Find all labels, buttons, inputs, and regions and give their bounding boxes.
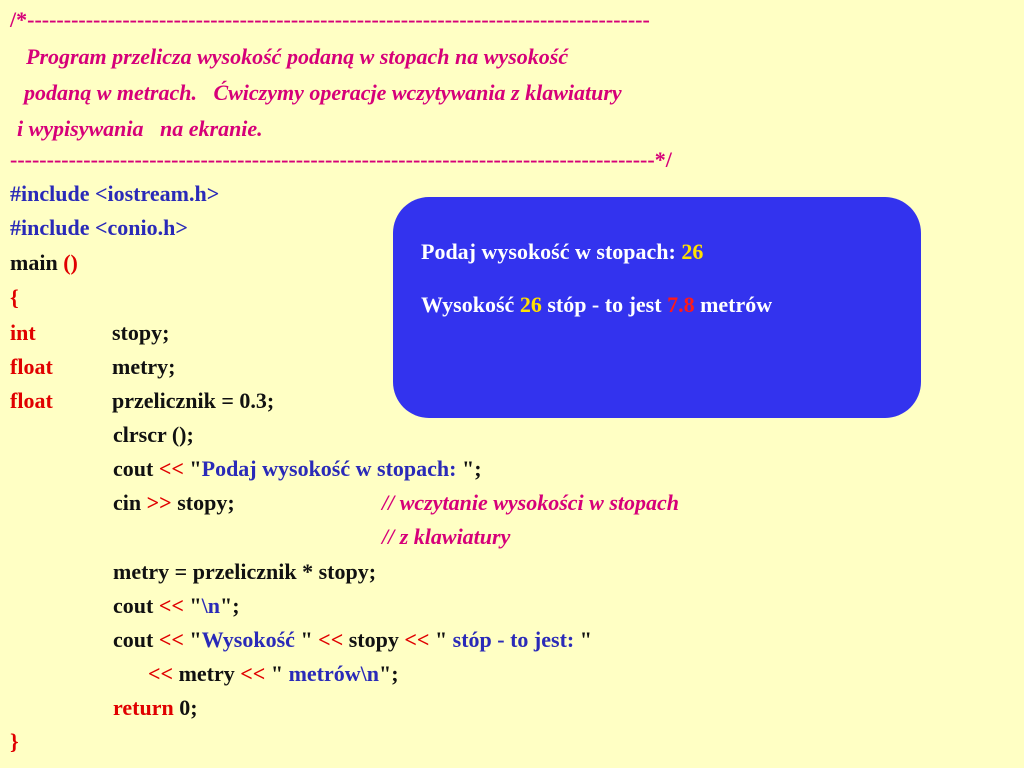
- console-text: stóp - to jest: [541, 292, 668, 317]
- console-text: Wysokość: [421, 292, 520, 317]
- quote: ";: [461, 456, 482, 481]
- return-keyword: return: [113, 695, 174, 720]
- string-literal: stóp - to jest:: [452, 627, 580, 652]
- decl-metry: [10, 355, 176, 379]
- main-parens: (): [63, 250, 78, 275]
- console-text: metrów: [694, 292, 773, 317]
- cin-comment-2: // z klawiatury: [382, 524, 511, 549]
- console-prompt: Podaj wysokość w stopach:: [421, 239, 682, 264]
- cout-continuation-line: [148, 662, 399, 686]
- cout-keyword: cout: [113, 456, 159, 481]
- quote: ": [429, 627, 453, 652]
- comment-line-3: i wypisywania na ekranie.: [17, 116, 263, 141]
- console-input-value: 26: [681, 239, 704, 264]
- quote: ";: [219, 593, 240, 618]
- return-value: 0;: [173, 695, 198, 720]
- quote: ": [265, 661, 289, 686]
- stream-op: >>: [146, 490, 172, 515]
- cin-var: stopy;: [171, 490, 235, 515]
- quote: ": [294, 627, 319, 652]
- comment-line-2: podaną w metrach. Ćwiczymy operacje wczytywania z klawiatury: [24, 80, 622, 105]
- quote: ";: [378, 661, 399, 686]
- var-metry: metry: [173, 661, 241, 686]
- stream-op: <<: [404, 627, 430, 652]
- cin-comment-1: // wczytanie wysokości w stopach: [382, 490, 679, 515]
- decl-stopy: [10, 321, 169, 345]
- decl-przelicznik: [10, 389, 274, 413]
- assign-line: metry = przelicznik * stopy;: [113, 559, 377, 584]
- string-literal: Wysokość: [201, 627, 295, 652]
- main-keyword: main: [10, 250, 64, 275]
- cin-keyword: cin: [113, 490, 147, 515]
- decl-metry-rest: metry;: [112, 354, 176, 379]
- stream-op: <<: [158, 627, 184, 652]
- quote: ": [183, 456, 202, 481]
- type-float-2: float: [10, 388, 53, 413]
- cout-result-line: [10, 628, 592, 652]
- comment-top-rule: /*-------------------------------------------------------------------------------------: [10, 7, 650, 32]
- string-literal: Podaj wysokość w stopach:: [201, 456, 462, 481]
- quote: ": [183, 593, 202, 618]
- stream-op: <<: [148, 661, 174, 686]
- stream-op: <<: [158, 593, 184, 618]
- console-prompt-line: [421, 239, 703, 265]
- stream-op: <<: [158, 456, 184, 481]
- console-result-line: [421, 292, 772, 318]
- string-literal: metrów\n: [288, 661, 379, 686]
- string-literal: \n: [201, 593, 220, 618]
- type-float-1: float: [10, 354, 53, 379]
- comment-line-1: Program przelicza wysokość podaną w stopach na wysokość: [26, 44, 569, 69]
- comment-bottom-rule: ----------------------------------------------------------------------------------------*/: [10, 147, 672, 172]
- cout-keyword: cout: [113, 593, 159, 618]
- clrscr-line: clrscr ();: [113, 422, 194, 447]
- stream-op: <<: [318, 627, 344, 652]
- include-conio: #include <conio.h>: [10, 215, 188, 240]
- decl-przelicznik-rest: przelicznik = 0.3;: [112, 388, 275, 413]
- cout-newline-line: [10, 594, 240, 618]
- main-line: [10, 251, 78, 275]
- console-feet-value: 26: [519, 292, 542, 317]
- type-int: int: [10, 320, 36, 345]
- return-line: [10, 696, 198, 720]
- console-output-panel: [393, 197, 921, 418]
- stream-op: <<: [240, 661, 266, 686]
- close-brace: }: [10, 729, 19, 754]
- cout-prompt-line: [10, 457, 482, 481]
- cin-line: [10, 491, 235, 515]
- quote: ": [183, 627, 202, 652]
- decl-stopy-rest: stopy;: [112, 320, 170, 345]
- open-brace: {: [10, 285, 19, 310]
- var-stopy: stopy: [343, 627, 405, 652]
- console-meters-value: 7.8: [667, 292, 695, 317]
- include-iostream: #include <iostream.h>: [10, 181, 220, 206]
- quote: ": [579, 627, 592, 652]
- cout-keyword: cout: [113, 627, 159, 652]
